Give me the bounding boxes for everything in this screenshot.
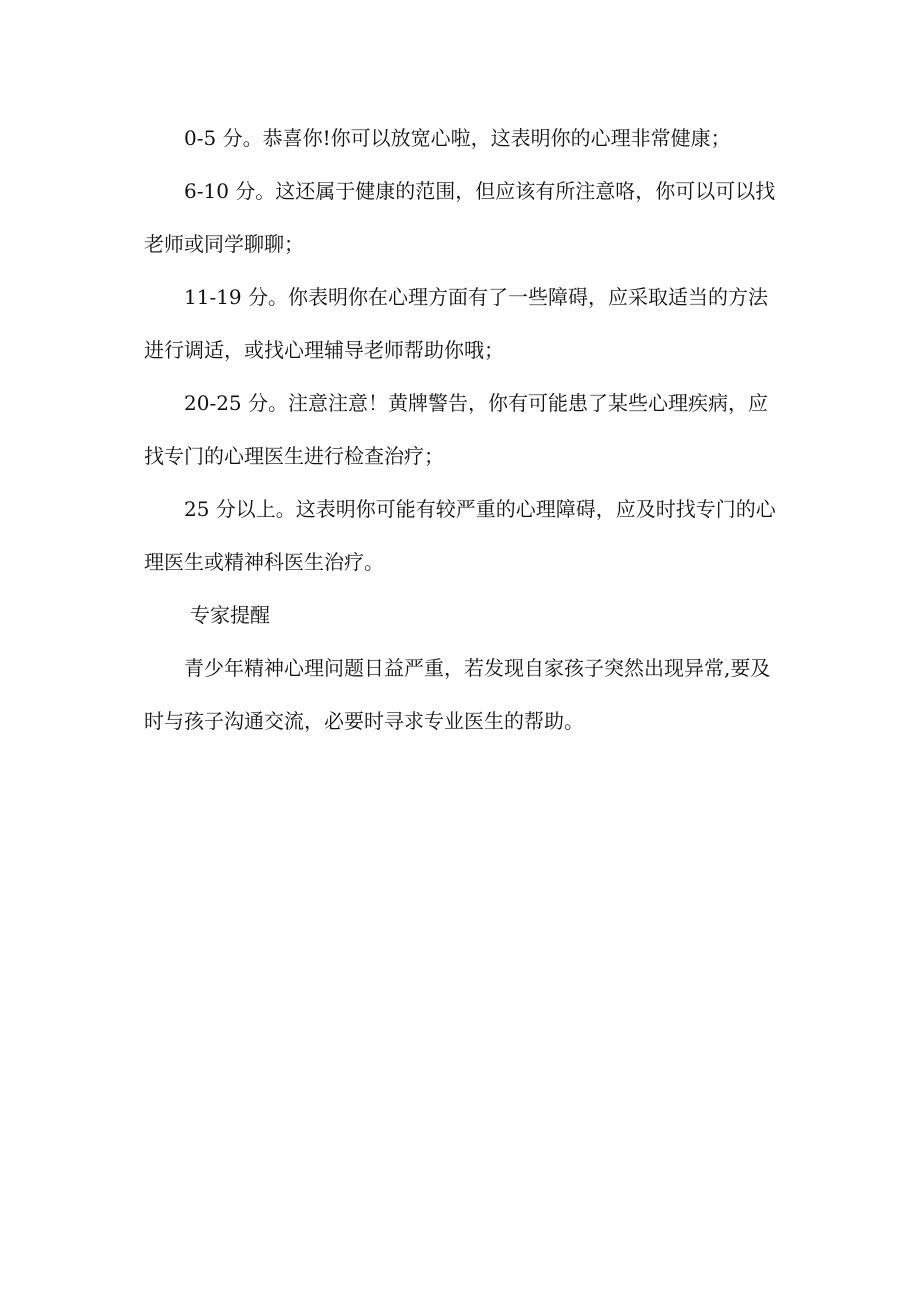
- score-range-0-5: 0-5 分。恭喜你!你可以放宽心啦，这表明你的心理非常健康；: [184, 126, 731, 150]
- expert-reminder-heading: 专家提醒: [190, 603, 270, 627]
- score-range-6-10: 6-10 分。这还属于健康的范围，但应该有所注意咯，你可以可以找老师或同学聊聊；: [144, 179, 776, 256]
- score-range-25-plus: 25 分以上。这表明你可能有较严重的心理障碍，应及时找专门的心理医生或精神科医生治疗。: [144, 497, 776, 574]
- score-range-20-25: 20-25 分。注意注意！黄牌警告，你有可能患了某些心理疾病，应找专门的心理医生进行检查治疗；: [144, 391, 769, 468]
- score-range-11-19: 11-19 分。你表明你在心理方面有了一些障碍，应采取适当的方法进行调适，或找心理辅导老师帮助你哦；: [144, 285, 769, 362]
- document-body: [144, 112, 784, 748]
- expert-reminder-text: 青少年精神心理问题日益严重，若发现自家孩子突然出现异常,要及时与孩子沟通交流，必要时寻求专业医生的帮助。: [144, 656, 771, 733]
